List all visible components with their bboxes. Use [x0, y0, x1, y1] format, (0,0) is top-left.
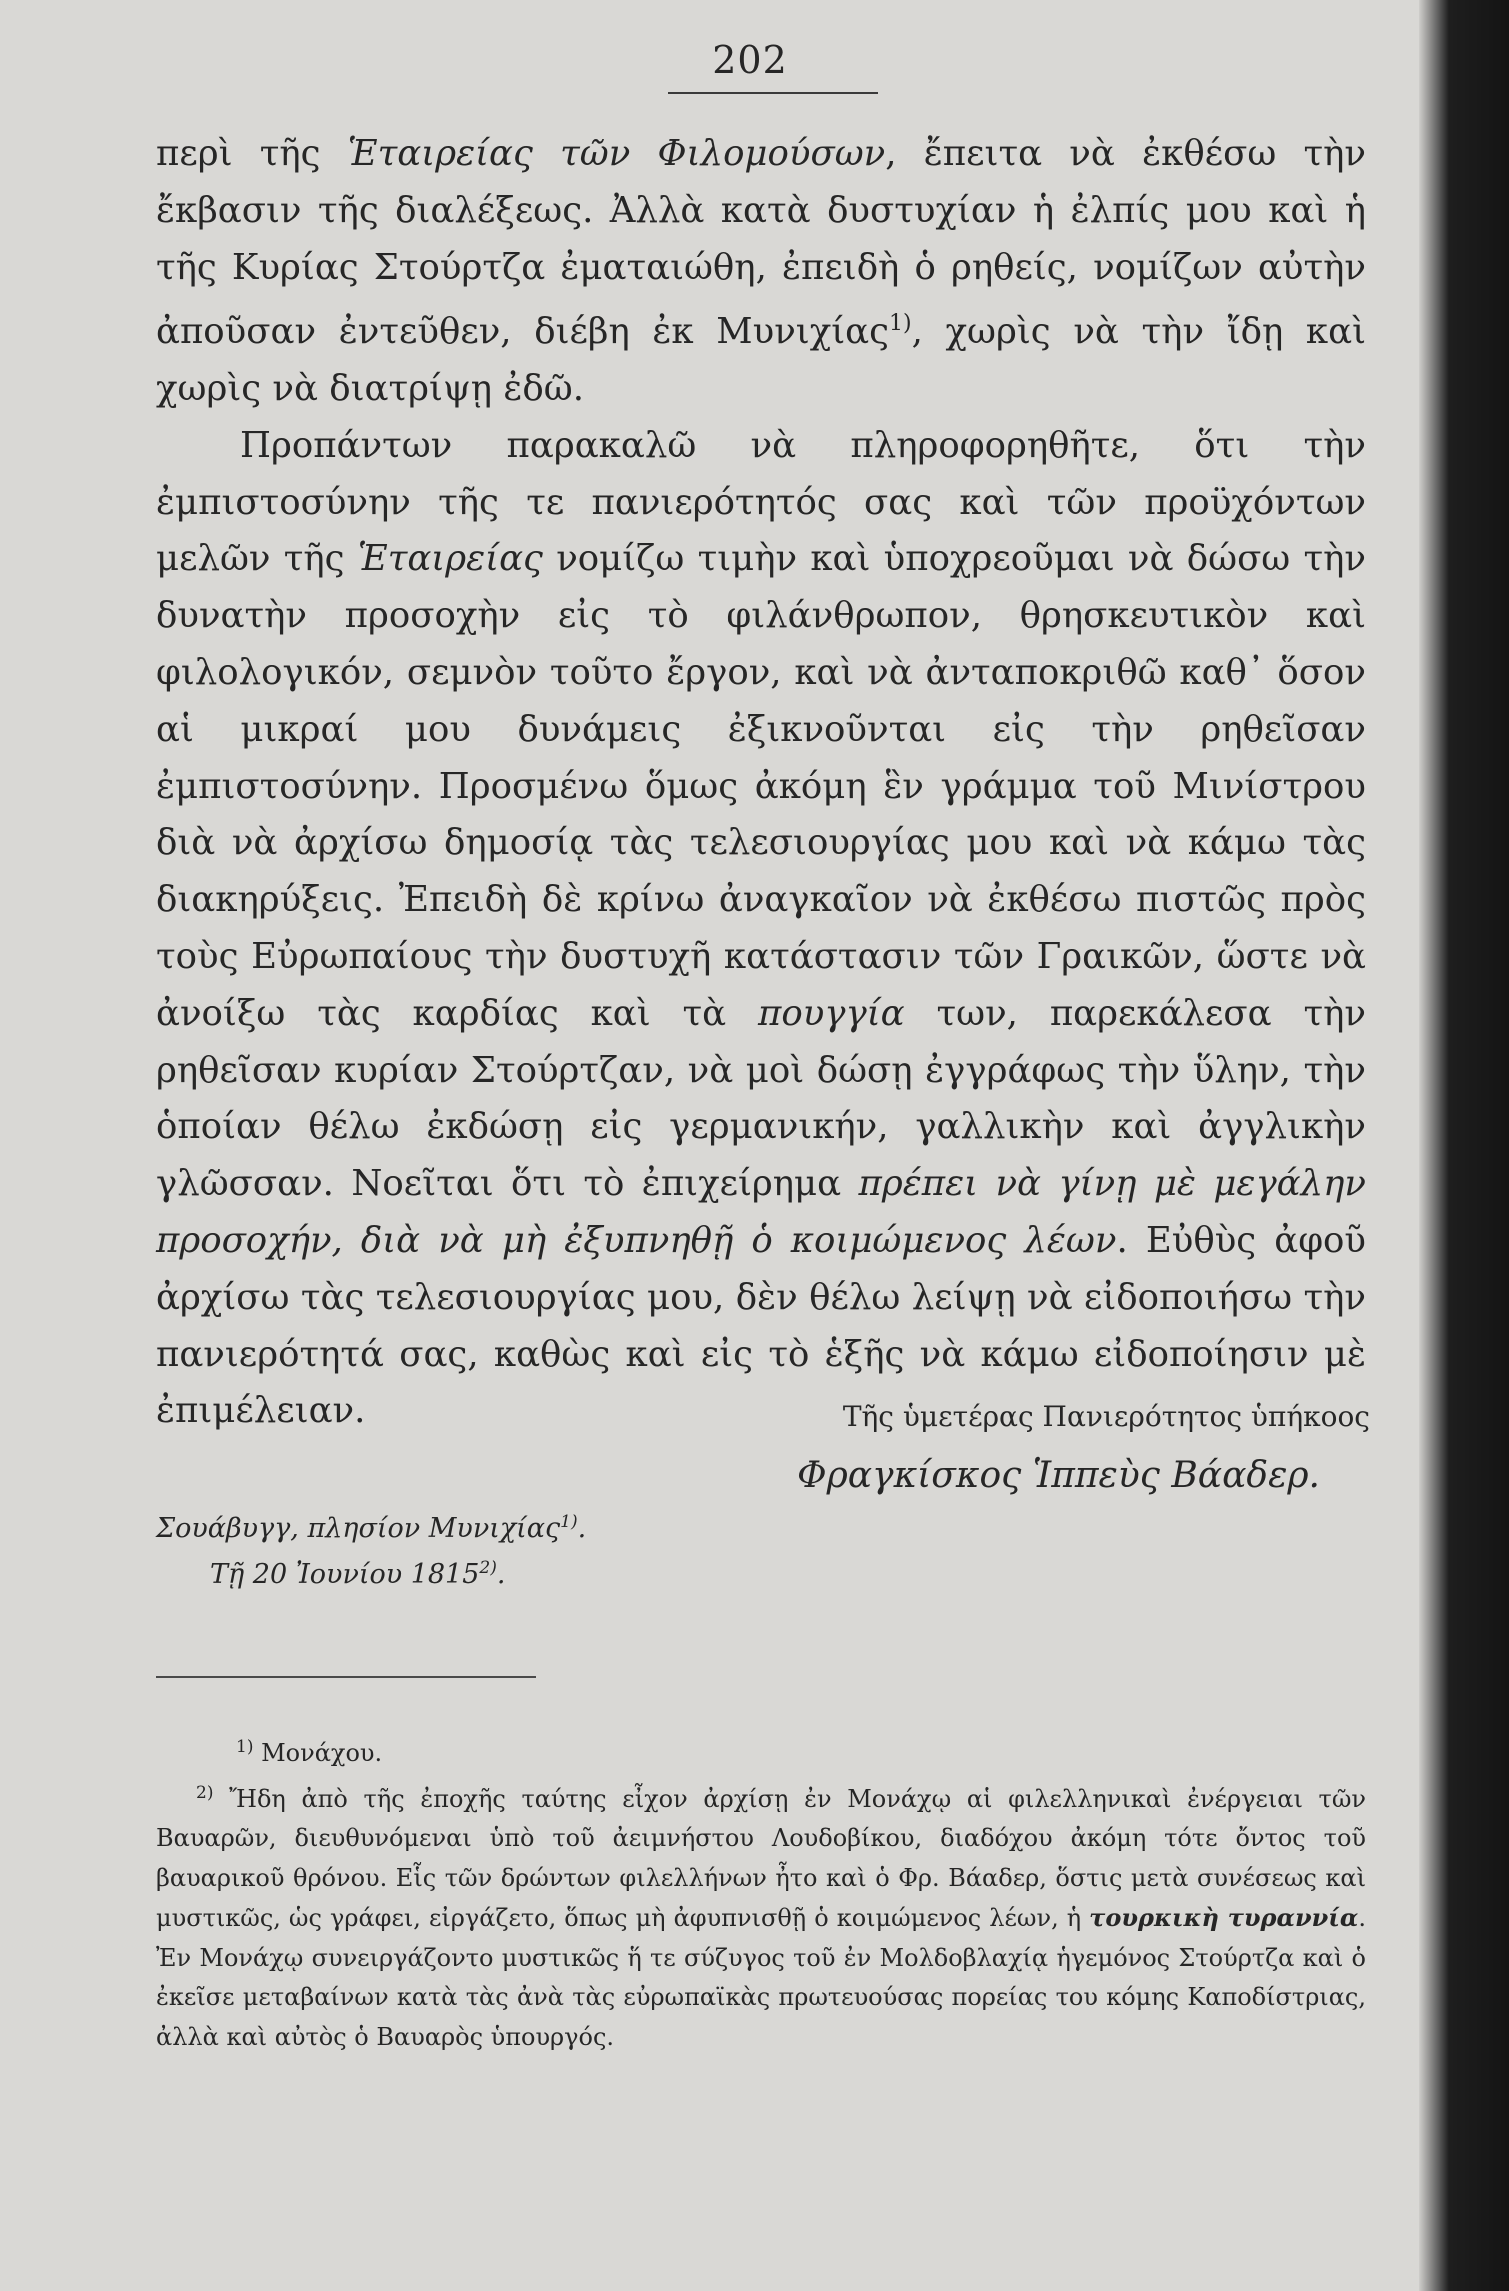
paragraph-2	[156, 418, 1366, 1440]
footnote-ref-2: 2)	[479, 1558, 497, 1578]
italic-society-name: Ἑταιρείας τῶν Φιλομούσων	[347, 133, 886, 174]
place-text: Σουάβυγγ, πλησίον Μυνιχίας	[156, 1513, 561, 1544]
footnote-1-mark: 1)	[236, 1737, 254, 1757]
footnote-rule	[156, 1676, 536, 1678]
date-end: .	[496, 1559, 506, 1590]
footnote-1	[156, 1728, 1366, 1774]
footnote-ref-1: 1)	[889, 311, 912, 337]
paragraph-1	[156, 126, 1366, 418]
dateline-date	[210, 1558, 505, 1590]
footnote-2-text-b: . Ἐν Μονάχῳ συνειργάζοντο μυστικῶς ἥ τε σύζυγος τοῦ ἐν Μολδοβλαχίᾳ ἡγεμόνος Στούρτζα καὶ ὁ ἐκεῖσε μεταβαίνων κατὰ τὰς ἀνὰ τὰς εὐρωπαϊκὰς πρωτευούσας πορείας του κόμης Καποδίστριας, ἀλλὰ καὶ αὐτὸς ὁ Βαυαρὸς ὑπουργός.	[156, 1904, 1367, 2051]
date-text: Τῇ 20 Ἰουνίου 1815	[210, 1559, 480, 1590]
page-number: 202	[712, 38, 788, 82]
italic-sleeping-lion: πρέπει νὰ γίνῃ μὲ μεγάλην προσοχήν, διὰ νὰ μὴ ἐξυπνηθῇ ὁ κοιμώμενος λέων	[156, 1163, 1366, 1261]
text-span: , χωρὶς νὰ τὴν ἴδῃ καὶ χωρὶς νὰ διατρίψῃ ἐδῶ.	[156, 311, 1366, 410]
footnote-ref-1b: 1)	[560, 1512, 578, 1532]
footnote-2-italic: τουρκικὴ τυραννία	[1089, 1903, 1359, 1932]
text-span: περὶ τῆς	[156, 133, 348, 174]
footnotes	[156, 1728, 1366, 2057]
dateline-place	[156, 1512, 586, 1544]
footnote-2-text-a: Ἤδη ἀπὸ τῆς ἐποχῆς ταύτης εἶχον ἀρχίσῃ ἐν Μονάχῳ αἱ φιλελληνικαὶ ἐνέργειαι τῶν Βαυαρῶν, διευθυνόμεναι ὑπὸ τοῦ ἀειμνήστου Λουδοβίκου, διαδόχου ἀκόμη τότε ὄντος τοῦ βαυαρικοῦ θρόνου. Εἷς τῶν δρώντων φιλελλήνων ἦτο καὶ ὁ Φρ. Βάαδερ, ὅστις μετὰ συνέσεως καὶ μυστικῶς, ὡς γράφει, εἰργάζετο, ὅπως μὴ ἀφυπνισθῇ ὁ κοιμώμενος λέων, ἡ	[156, 1784, 1366, 1932]
footnote-1-text: Μονάχου.	[253, 1739, 383, 1767]
text-span: νομίζω τιμὴν καὶ ὑποχρεοῦμαι νὰ δώσω τὴν δυνατὴν προσοχὴν εἰς τὸ φιλάνθρωπον, θρησκευτικὸν καὶ φιλολογικόν, σεμνὸν τοῦτο ἔργον, καὶ νὰ ἀνταποκριθῶ καθ᾽ ὅσον αἱ μικραί μου δυνάμεις ἐξικνοῦνται εἰς τὴν ρηθεῖσαν ἐμπιστοσύνην. Προσμένω ὅμως ἀκόμη ἓν γράμμα τοῦ Μινίστρου διὰ νὰ ἀρχίσω δημοσίᾳ τὰς τελεσιουργίας μου καὶ νὰ κάμω τὰς διακηρύξεις. Ἐπειδὴ δὲ κρίνω ἀναγκαῖον νὰ ἐκθέσω πιστῶς πρὸς τοὺς Εὐρωπαίους τὴν δυστυχῆ κατάστασιν τῶν Γραικῶν, ὥστε νὰ ἀνοίξω τὰς καρδίας καὶ τὰ	[156, 538, 1367, 1034]
signature-closing: Τῆς ὑμετέρας Πανιερότητος ὑπήκοος	[842, 1400, 1370, 1433]
text-span: των, παρεκάλεσα τὴν ρηθεῖσαν κυρίαν Στούρτζαν, νὰ μοὶ δώσῃ ἐγγράφως τὴν ὕλην, τὴν ὁποίαν θέλω ἐκδώσῃ εἰς γερμανικήν, γαλλικὴν καὶ ἀγγλικὴν γλῶσσαν. Νοεῖται ὅτι τὸ ἐπιχείρημα	[156, 992, 1366, 1205]
place-end: .	[577, 1513, 587, 1544]
signature-name: Φραγκίσκος Ἱππεὺς Βάαδερ.	[797, 1455, 1320, 1496]
italic-society: Ἑταιρείας	[357, 538, 543, 580]
header-rule	[668, 92, 878, 94]
footnote-2	[156, 1774, 1366, 2058]
text-span: . Εὐθὺς ἀφοῦ ἀρχίσω τὰς τελεσιουργίας μου, δὲν θέλω λείψῃ νὰ εἰδοποιήσω τὴν πανιερότητά σας, καθὼς καὶ εἰς τὸ ἑξῆς νὰ κάμω εἰδοποίησιν μὲ ἐπιμέλειαν.	[156, 1219, 1367, 1432]
italic-purses: πουγγία	[758, 992, 905, 1034]
text-span: Προπάντων παρακαλῶ νὰ πληροφορηθῆτε, ὅτι τὴν ἐμπιστοσύνην τῆς τε πανιερότητός σας καὶ τῶν προϋχόντων μελῶν τῆς	[156, 424, 1366, 580]
footnote-2-mark: 2)	[196, 1782, 214, 1803]
main-text	[156, 126, 1366, 1440]
text-span: , ἔπειτα νὰ ἐκθέσω τὴν ἔκβασιν τῆς διαλέξεως. Ἀλλὰ κατὰ δυστυχίαν ἡ ἐλπίς μου καὶ ἡ τῆς Κυρίας Στούρτζα ἐματαιώθη, ἐπειδὴ ὁ ρηθείς, νομίζων αὐτὴν ἀποῦσαν ἐντεῦθεν, διέβη ἐκ Μυνιχίας	[156, 133, 1367, 353]
page-binding-shadow	[1419, 0, 1509, 2291]
